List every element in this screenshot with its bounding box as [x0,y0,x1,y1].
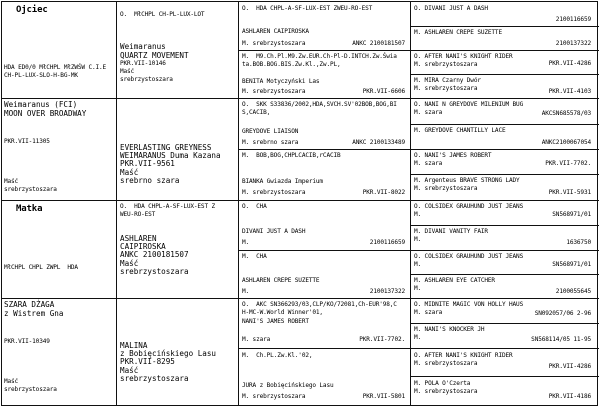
row-divider [238,149,410,150]
g3-reg: PKR.VII-6606 [362,88,405,95]
column-divider [116,2,117,405]
g4-reg: 1636750 [566,239,591,246]
column-divider [238,2,239,405]
g3-color: M. [242,239,250,246]
row-divider [410,348,599,349]
dam-dam-name: SZARA DŻAGA z Wistrem Gna [4,300,64,318]
g3-titles: M. BOB,BOG,CHPLCACIB,rCACIB [242,152,341,159]
dam-dam-color: Maść srebrzystoszara [4,378,57,393]
g3-reg: PKR.VII-8022 [362,189,405,196]
dam-dam-dam-block: MALINA z Bobięcińskiego Lasu PKR.VII-8295 Maść srebrzystoszara [120,341,217,383]
row-divider [410,225,599,226]
g3-titles: M. Ch.PL.Zw.Kl.'02, [242,352,313,359]
g4-reg: PKR.VII-7702. [545,160,591,167]
g4-text: O. COLSIDEX GRAUHUND JUST JEANS M. [414,203,524,218]
sire-sire-titles: O. MłCHPL CH-PL-LUX-LOT [120,11,205,18]
row-divider [410,50,599,51]
g4-text: M. GREYDOVE CHANTILLY LACE [414,127,506,134]
row-divider [410,376,599,377]
g3-reg: 2100137322 [369,288,405,295]
g4-reg: PKR.VII-4286 [548,363,591,370]
g4-text: O. MIDNITE MAGIC VON HOLLY HAUS M. szara [414,301,524,316]
g3-reg: ANKC 2100181507 [352,40,405,47]
sire-dam-dam-block: EVERLASTING GREYNESS WEIMARANUS Duma Kazana PKR.VII-9561 Maść srebrno szara [120,143,221,185]
g4-text: O. NANI'S JAMES ROBERT M. szara [414,152,492,167]
row-divider [238,250,410,251]
sire-dam-reg: PKR.VII-11305 [4,138,50,145]
g4-text: O. AFTER NANI'S KNIGHT RIDER M. srebrzystoszara [414,352,513,367]
row-divider [238,200,410,201]
dam-label: Matka [16,204,43,214]
g3-titles: O. CHA [242,203,267,210]
g4-reg: SN568114/05 11-95 [531,336,591,343]
g3-name: DIVANI JUST A DASH [242,228,306,235]
row-divider [410,174,599,175]
row-divider [238,348,410,349]
sire-reg: PKR.VII-10146 [120,60,166,67]
g4-reg: AKCSN685578/03 [541,110,591,117]
row-divider [238,98,410,99]
g4-text: M. POLA O'Czerta M. srebrzystoszara [414,380,478,395]
sire-dam-name: Weimaranus (FCI) MOON OVER BROADWAY [4,100,87,118]
g3-color: M. srebrno szara [242,139,299,146]
g4-reg: SN568971/01 [552,211,591,218]
g3-name: GREYDOVE LIAISON [242,128,299,135]
row-divider [238,50,410,51]
g4-text: M. DIVANI VANITY FAIR M. [414,228,488,243]
g4-reg: PKR.VII-4186 [548,393,591,400]
row-divider [410,250,599,251]
row-divider [116,200,238,201]
row-divider [2,200,116,201]
g4-reg: 2100055645 [555,288,591,295]
row-divider [410,274,599,275]
g4-reg: ANKC2100067054 [541,139,591,146]
g4-reg: SN568971/01 [552,261,591,268]
row-divider [410,200,599,201]
sire-color: Maść srebrzystoszara [120,68,173,83]
row-divider [116,298,238,299]
g3-titles: O. SKK S33836/2002,HDA,SVCH.SV'02BOB,BOG,BI S,CACIB, [242,101,397,116]
g4-text: O. AFTER NANI'S KNIGHT RIDER M. srebrzystoszara [414,53,513,68]
sire-label: Ojciec [16,5,48,15]
g4-reg: SN092057/06 2-96 [534,310,591,317]
column-divider [410,2,411,405]
g4-reg: 2100137322 [555,40,591,47]
g3-name: NANI'S JAMES ROBERT [242,318,309,325]
row-divider [410,298,599,299]
row-divider [410,26,599,27]
g3-reg: PKR.VII-7702. [359,336,405,343]
g4-text: M. Argenteus BRAVE STRONG LADY M. srebrzystoszara [414,177,520,192]
g3-color: M. srebrzystoszara [242,393,306,400]
g4-reg: 2100116659 [555,16,591,23]
g3-reg: ANKC 2100133489 [352,139,405,146]
dam-titles: MłCHPL CHPL ZWPL HDA [4,264,78,271]
sire-name: Weimaranus QUARTZ MOVEMENT [120,42,189,60]
g3-titles: M. CHA [242,253,267,260]
g3-color: M. srebrzystoszara [242,88,306,95]
g4-text: O. NANI N GREYDOVE MILENIUM BUG M. szara [414,101,524,116]
g4-text: M. MIRA Czarny Dwór M. srebrzystoszara [414,77,481,92]
g3-color: M. srebrzystoszara [242,40,306,47]
row-divider [410,149,599,150]
row-divider [410,323,599,324]
g3-name: JURA z Bobięcińskiego Lasu [242,382,334,389]
g3-name: BENITA Motyczyński Las [242,78,320,85]
sire-dam-color: Maść srebrzystoszara [4,178,57,193]
g3-titles: M. M9.Ch.Pl.M9.Zw.EUR.Ch-Pl-D.INTCH.Zw.Świa ta.BOB.BOG.BIS.Zw.Kl.,Zw.PL, [242,53,397,68]
g3-titles: O. HDA CHPL-A-SF-LUX-EST ZWEU-RO-EST [242,5,373,12]
g3-reg: PKR.VII-5801 [362,393,405,400]
g4-reg: PKR.VII-5931 [548,189,591,196]
row-divider [2,298,116,299]
g4-text: M. ASHLAREN EYE CATCHER M. [414,277,495,292]
g3-color: M. szara [242,336,271,343]
dam-sire-titles: O. HDA CHPL-A-SF-LUX-EST Z WEU-RO-EST [120,203,216,218]
g4-text: M. NANI'S KNOCKER JH M. [414,326,485,341]
row-divider [2,98,116,99]
g3-reg: 2100116659 [369,239,405,246]
g3-titles: O. AKC SN366293/03,CLP/KO/72081,Ch-EUR'98,C H-MC-W.World Winner'01, [242,301,397,316]
g3-name: ASHLAREN CREPE SUZETTE [242,277,320,284]
g3-color: M. srebrzystoszara [242,189,306,196]
dam-dam-reg: PKR.VII-10349 [4,338,50,345]
pedigree-table [1,1,598,406]
sire-titles: HDA ED0/0 MłCHPL MłZWŚW C.I.E CH-PL-LUX-SLO-H-BG-MK [4,64,107,79]
dam-sire-block: ASHLAREN CAIPIROSKA ANKC 2100181507 Maść srebrzystoszara [120,234,189,276]
row-divider [238,298,410,299]
g4-text: O. DIVANI JUST A DASH [414,5,488,12]
g3-name: ASHLAREN CAIPIROSKA [242,28,309,35]
row-divider [410,98,599,99]
g4-text: O. COLSIDEX GRAUHUND JUST JEANS M. [414,253,524,268]
row-divider [410,124,599,125]
g3-name: BIANKA Gwiazda Imperium [242,178,323,185]
g4-reg: PKR.VII-4286 [548,60,591,67]
row-divider [116,98,238,99]
row-divider [410,74,599,75]
g4-reg: PKR.VII-4103 [548,88,591,95]
g3-color: M. [242,288,250,295]
g4-text: M. ASHLAREN CREPE SUZETTE [414,29,502,36]
